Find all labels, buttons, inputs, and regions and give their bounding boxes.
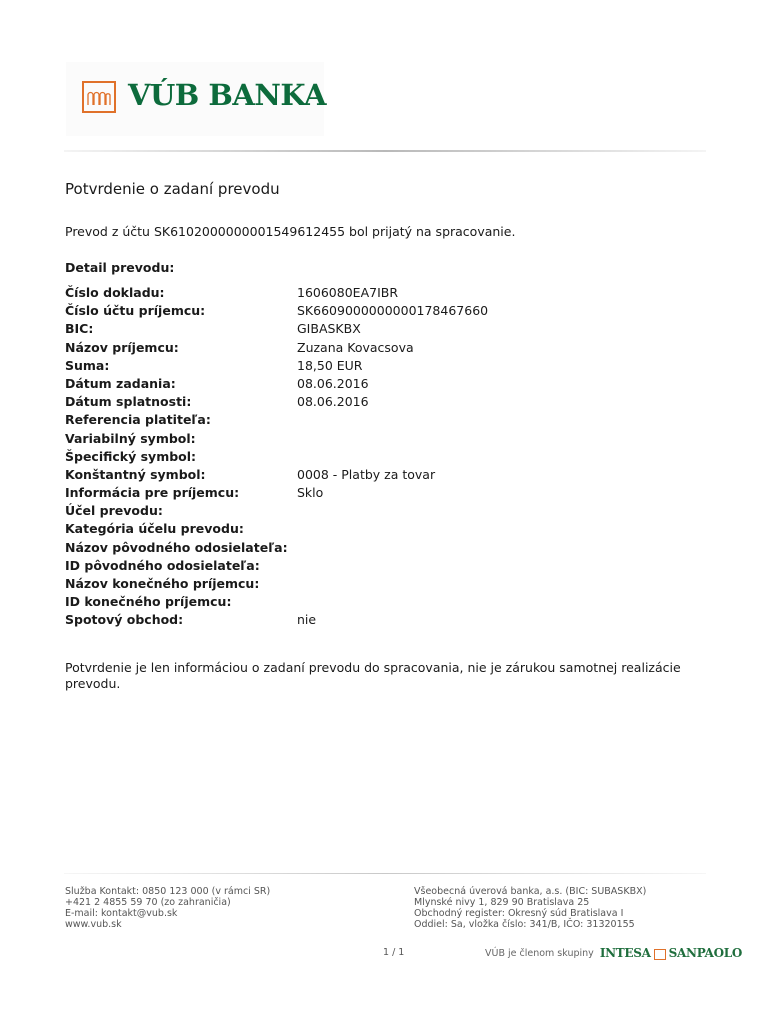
footer-company-line: Všeobecná úverová banka, a.s. (BIC: SUBASKBX) <box>414 886 647 897</box>
detail-value: nie <box>297 612 317 628</box>
detail-heading: Detail prevodu: <box>65 260 175 275</box>
footer-company-line: Oddiel: Sa, vložka číslo: 341/B, IČO: 31320155 <box>414 919 635 930</box>
footer-company-line: Mlynské nivy 1, 829 90 Bratislava 25 <box>414 897 590 908</box>
detail-row-payer-reference <box>65 411 705 429</box>
detail-label: Číslo dokladu: <box>65 285 165 300</box>
detail-row-final-recipient-id <box>65 593 705 611</box>
vub-logo <box>66 62 324 136</box>
arches-icon <box>82 81 116 113</box>
detail-row-constant-symbol <box>65 466 705 484</box>
group-membership <box>485 946 742 960</box>
detail-label: Informácia pre príjemcu: <box>65 485 240 501</box>
detail-value: SK6609000000000178467660 <box>297 303 489 319</box>
detail-row-bic <box>65 320 705 338</box>
page-number: 1 / 1 <box>383 947 405 958</box>
footer-company-line: Obchodný register: Okresný súd Bratislava I <box>414 908 624 919</box>
detail-row-entry-date <box>65 375 705 393</box>
brand-name: VÚB BANKA <box>128 78 326 112</box>
detail-label: Dátum splatnosti: <box>65 394 192 410</box>
detail-label: Spotový obchod: <box>65 612 184 628</box>
detail-row-recipient-info <box>65 484 705 502</box>
detail-row-original-sender-id <box>65 557 705 575</box>
footer-divider <box>64 873 706 874</box>
disclaimer-note: Potvrdenie je len informáciou o zadaní prevodu do spracovania, nie je zárukou samotnej realizácie prevodu. <box>65 660 681 691</box>
detail-label: Konštantný symbol: <box>65 466 206 482</box>
detail-row-specific-symbol <box>65 448 705 466</box>
detail-value: Zuzana Kovacsova <box>297 339 414 355</box>
detail-value: 1606080EA7IBR <box>297 285 399 300</box>
detail-label: Názov pôvodného odosielateľa: <box>65 539 288 555</box>
footer-email: E-mail: kontakt@vub.sk <box>65 908 178 919</box>
detail-row-spot-trade <box>65 611 705 629</box>
detail-row-purpose <box>65 502 705 520</box>
detail-label: Špecifický symbol: <box>65 448 197 464</box>
intro-text: Prevod z účtu SK6102000000001549612455 bol prijatý na spracovanie. <box>65 224 516 239</box>
detail-row-purpose-category <box>65 520 705 538</box>
intesa-logo-text: INTESA <box>599 946 651 960</box>
detail-label: Suma: <box>65 357 110 373</box>
detail-row-recipient-account <box>65 302 705 320</box>
detail-row-document-number <box>65 284 705 302</box>
detail-row-due-date <box>65 393 705 411</box>
detail-row-original-sender-name <box>65 539 705 557</box>
detail-label: ID pôvodného odosielateľa: <box>65 557 260 573</box>
footer-contact-line: +421 2 4855 59 70 (zo zahraničia) <box>65 897 231 908</box>
footer-contact-line: Služba Kontakt: 0850 123 000 (v rámci SR) <box>65 886 271 897</box>
sanpaolo-logo-text: SANPAOLO <box>668 946 743 960</box>
detail-row-variable-symbol <box>65 430 705 448</box>
footer-website: www.vub.sk <box>65 919 122 930</box>
detail-label: Dátum zadania: <box>65 375 176 391</box>
detail-row-amount <box>65 357 705 375</box>
detail-label: Účel prevodu: <box>65 503 163 519</box>
detail-label: Kategória účelu prevodu: <box>65 521 244 537</box>
detail-value: 18,50 EUR <box>297 357 363 373</box>
detail-value: 08.06.2016 <box>297 394 369 410</box>
detail-value: Sklo <box>297 485 324 501</box>
detail-row-recipient-name <box>65 339 705 357</box>
detail-value: 08.06.2016 <box>297 375 369 391</box>
detail-label: Variabilný symbol: <box>65 430 196 446</box>
detail-label: ID konečného príjemcu: <box>65 594 232 610</box>
detail-table <box>65 284 705 630</box>
detail-label: Názov konečného príjemcu: <box>65 576 260 591</box>
group-text: VÚB je členom skupiny <box>485 947 594 959</box>
detail-label: Číslo účtu príjemcu: <box>65 303 206 319</box>
intesa-sanpaolo-mark-icon <box>654 949 666 960</box>
footer-contact <box>65 886 270 930</box>
footer-company-info <box>414 886 646 930</box>
detail-value: GIBASKBX <box>297 321 361 337</box>
detail-value: 0008 - Platby za tovar <box>297 466 436 482</box>
detail-row-final-recipient-name <box>65 575 705 593</box>
detail-label: BIC: <box>65 321 94 337</box>
detail-label: Referencia platiteľa: <box>65 412 211 428</box>
header-divider <box>64 150 706 152</box>
detail-label: Názov príjemcu: <box>65 339 179 355</box>
page-title: Potvrdenie o zadaní prevodu <box>65 180 280 198</box>
